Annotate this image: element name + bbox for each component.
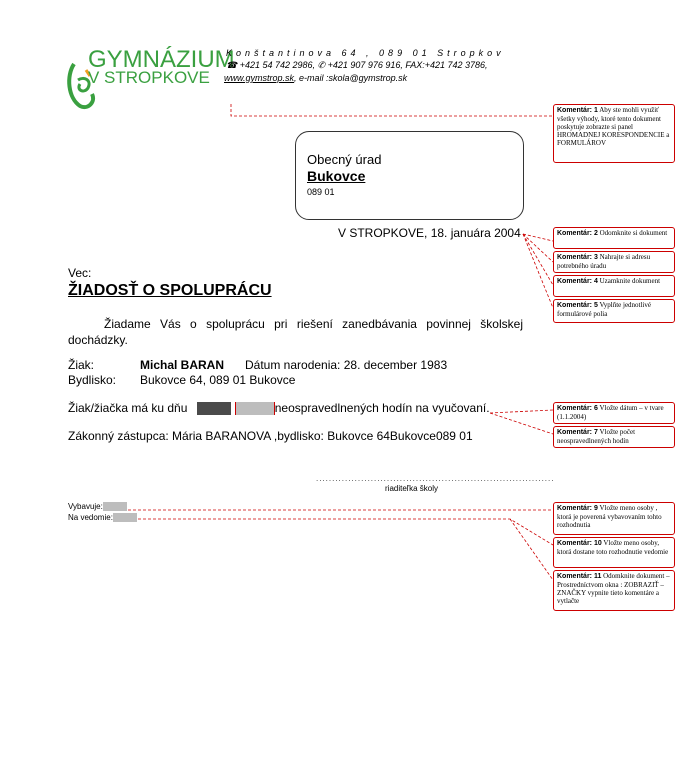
connector-11 (510, 519, 553, 580)
student-residence[interactable]: Bukovce 64, 089 01 Bukovce (140, 373, 296, 387)
school-email: , e-mail :skola@gymstrop.sk (294, 73, 408, 83)
handled-by-field[interactable] (103, 502, 127, 511)
comment-11-text: Odomknite dokument – Prostredníctvom okna : ZOBRAZIŤ – ZNAČKY vypnite tieto komentáre a vytlačte (557, 572, 670, 605)
connector-4 (523, 234, 553, 285)
school-web-link[interactable]: www.gymstrop.sk (224, 73, 295, 83)
body-paragraph: Žiadame Vás o spoluprácu pri riešení zanedbávania povinnej školskej dochádzky. (68, 317, 523, 347)
comment-7-label: Komentár: 7 (557, 429, 598, 436)
notified (68, 513, 137, 522)
comment-11-label: Komentár: 11 (557, 573, 602, 580)
comment-9-label: Komentár: 9 (557, 505, 598, 512)
comment-3-label: Komentár: 3 (557, 254, 598, 261)
guardian-line[interactable]: Zákonný zástupca: Mária BARANOVA ,bydlisko: Bukovce 64Bukovce089 01 (68, 429, 473, 443)
school-name-line2: V STROPKOVE (88, 68, 210, 87)
connector-10 (138, 519, 553, 545)
comment-5[interactable] (553, 299, 675, 323)
comment-7[interactable] (553, 426, 675, 448)
connector-2 (523, 234, 553, 241)
school-phone: ☎ +421 54 742 2986, ✆ +421 907 976 916, FAX:+421 742 3786, (226, 60, 488, 70)
comment-4-text: Uzamknite dokument (599, 277, 661, 285)
connector-1 (231, 104, 553, 116)
handled-by-label: Vybavuje: (68, 502, 103, 511)
notified-label: Na vedomie: (68, 513, 113, 522)
comment-1-text: Aby ste mohli využiť všetky výhody, ktoré tento dokument poskytuje zobrazte si panel HROMADNEJ KORESPONDENCIE a FORMULÁROV (557, 106, 670, 147)
date-line[interactable]: V STROPKOVE, 18. januára 2004 (338, 226, 521, 240)
comment-7-text: Vložte počet neospravedlnených hodín (557, 428, 636, 445)
student-label: Žiak: (68, 358, 95, 372)
handled-by (68, 502, 127, 511)
recipient-office[interactable]: Obecný úrad (307, 152, 382, 167)
notified-field[interactable] (113, 513, 137, 522)
comment-1[interactable] (553, 104, 675, 163)
subject-title: ŽIADOSŤ O SPOLUPRÁCU (68, 282, 272, 299)
comment-6[interactable] (553, 402, 675, 424)
comment-10[interactable] (553, 537, 675, 568)
connector-7 (490, 413, 553, 434)
student-name[interactable]: Michal BARAN (140, 358, 225, 372)
comment-11[interactable] (553, 570, 675, 611)
comment-5-text: Vyplňte jednotlivé formulárové polia (557, 301, 651, 318)
comment-2-text: Odomknite si dokument (599, 229, 668, 237)
signature-label: riaditeľka školy (385, 484, 439, 493)
comment-1-label: Komentár: 1 (557, 107, 598, 114)
comment-5-label: Komentár: 5 (557, 302, 598, 309)
comment-10-text: Vložte meno osoby, ktorá dostane toto rozhodnutie vedomie (557, 539, 669, 556)
school-address: Konštantinova 64 , 089 01 Stropkov (226, 48, 505, 58)
student-dob[interactable]: Dátum narodenia: 28. december 1983 (245, 358, 448, 372)
comment-3[interactable] (553, 251, 675, 273)
comment-10-label: Komentár: 10 (557, 540, 602, 547)
recipient-zip[interactable]: 089 01 (307, 187, 335, 197)
absence-hours-field[interactable] (235, 402, 275, 415)
comment-2-label: Komentár: 2 (557, 230, 598, 237)
comment-6-label: Komentár: 6 (557, 405, 598, 412)
school-contact (224, 73, 407, 83)
comment-6-text: Vložte dátum – v tvare (1.1.2004) (557, 404, 664, 421)
absence-line (68, 401, 490, 415)
school-name-line1: GYMNÁZIUM (88, 46, 235, 73)
subject-label: Vec: (68, 266, 92, 280)
comment-2[interactable] (553, 227, 675, 249)
connector-5 (523, 234, 553, 308)
comment-4[interactable] (553, 275, 675, 297)
comment-3-text: Nahrajte si adresu potrebného úradu (557, 253, 651, 270)
signature-line: .......................................................................... (316, 474, 555, 483)
connector-6 (490, 410, 553, 413)
comment-9[interactable] (553, 502, 675, 535)
comment-4-label: Komentár: 4 (557, 278, 598, 285)
connector-3 (523, 234, 553, 262)
residence-label: Bydlisko: (68, 373, 117, 387)
comment-9-text: Vložte meno osoby , ktorá je poverená vybavovaním tohto rozhodnutia (557, 504, 662, 529)
absence-prefix: Žiak/žiačka má ku dňu (68, 401, 188, 415)
absence-suffix: neospravedlnených hodín na vyučovaní. (274, 401, 490, 415)
absence-date-field[interactable] (197, 402, 231, 415)
recipient-town[interactable]: Bukovce (307, 168, 366, 184)
